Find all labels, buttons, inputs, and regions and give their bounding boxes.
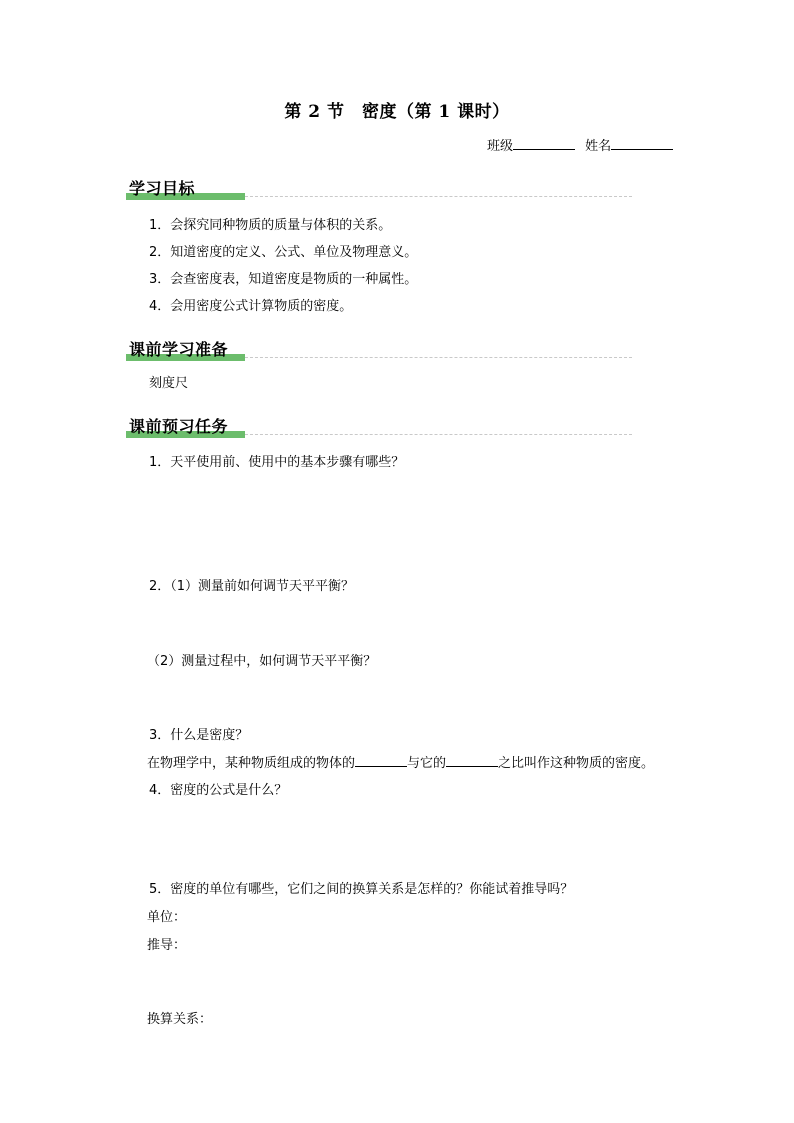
section-label: 课前学习准备 [129,340,229,359]
question-2-part-1: 2．（1）测量前如何调节天平平衡？ [149,579,355,594]
question-3: 3．什么是密度？ [149,728,249,743]
section-header-tasks [126,410,632,438]
section-divider [245,196,632,197]
question-3-fill-sentence [147,752,654,771]
name-blank[interactable] [611,137,673,150]
question-5: 5．密度的单位有哪些，它们之间的换算关系是怎样的？你能试着推导吗？ [149,882,574,897]
objective-item: 1．会探究同种物质的质量与体积的关系。 [149,218,392,233]
objective-item: 4．会用密度公式计算物质的密度。 [149,299,353,314]
section-label: 课前预习任务 [129,417,229,436]
unit-label: 单位： [147,910,187,925]
fill-blank-mass[interactable] [355,754,407,767]
section-divider [245,434,632,435]
class-blank[interactable] [513,137,575,150]
page-title: 第 2 节 密度（第 1 课时） [284,102,510,122]
class-name-line [487,135,673,154]
convert-label: 换算关系： [147,1012,213,1027]
derive-label: 推导： [147,938,187,953]
fill-blank-volume[interactable] [446,754,498,767]
name-label: 姓名 [585,139,612,154]
question-2-part-2: （2）测量过程中，如何调节天平平衡？ [147,654,377,669]
objective-item: 3．会查密度表，知道密度是物质的一种属性。 [149,272,418,287]
class-label: 班级 [487,139,514,154]
fill-text: 之比叫作这种物质的密度。 [498,756,655,771]
section-label: 学习目标 [129,179,196,198]
objective-item: 2．知道密度的定义、公式、单位及物理意义。 [149,245,418,260]
question-4: 4．密度的公式是什么？ [149,783,288,798]
section-header-preparation [126,333,632,361]
section-divider [245,357,632,358]
fill-text: 与它的 [407,756,447,771]
section-header-objectives [126,172,632,200]
question-1: 1．天平使用前、使用中的基本步骤有哪些？ [149,455,405,470]
fill-text: 在物理学中，某种物质组成的物体的 [147,756,356,771]
preparation-item: 刻度尺 [149,376,189,391]
